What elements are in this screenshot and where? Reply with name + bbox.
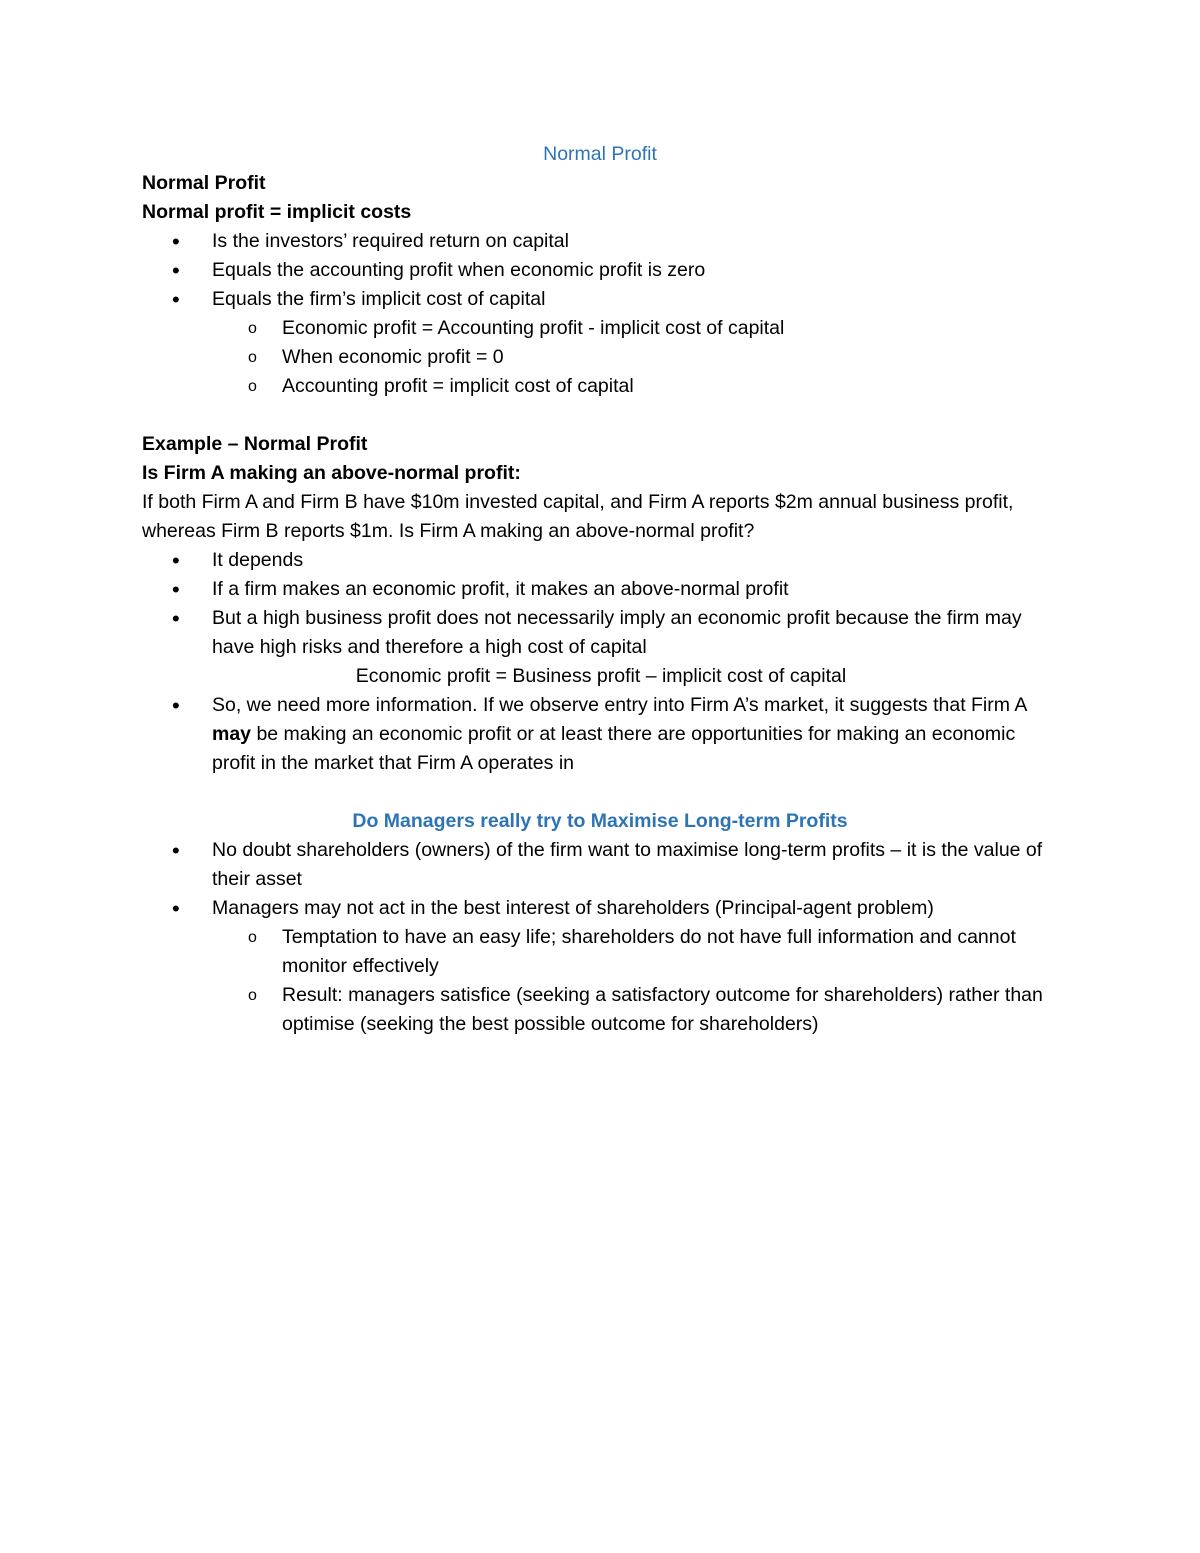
- example-heading: Example – Normal Profit: [142, 433, 368, 455]
- list-item: [142, 604, 1062, 691]
- list-item: • It depends: [142, 546, 1062, 575]
- spacer: [142, 778, 1062, 807]
- example-question: Is Firm A making an above-normal profit:: [142, 462, 521, 484]
- normal-profit-subbullets: [212, 314, 1062, 401]
- normal-profit-bullets: [142, 227, 1062, 401]
- list-item-text: Managers may not act in the best interest of shareholders (Principal-agent problem): [212, 897, 934, 919]
- list-item: [142, 285, 1062, 401]
- emphasis-may: may: [212, 723, 252, 745]
- example-paragraph: If both Firm A and Firm B have $10m invested capital, and Firm A reports $2m annual business profit, whereas Firm B reports $1m. Is Firm A making an above-normal profit?: [142, 491, 1014, 542]
- sub-list-item: o When economic profit = 0: [212, 343, 1062, 372]
- list-item-text-start: So, we need more information. If we observe entry into Firm A’s market, it suggests that Firm A: [212, 694, 1027, 716]
- sub-list-item: o Economic profit = Accounting profit - implicit cost of capital: [212, 314, 1062, 343]
- spacer: [142, 401, 1062, 430]
- list-item-text: Equals the firm’s implicit cost of capital: [212, 288, 546, 310]
- sub-list-item: o Result: managers satisfice (seeking a satisfactory outcome for shareholders) rather than optimise (seeking the best possible outcome for shareholders): [212, 981, 1062, 1039]
- subheading-normal-profit: Normal Profit: [142, 172, 266, 194]
- managers-subbullets: [212, 923, 1062, 1039]
- list-item-text: But a high business profit does not necessarily imply an economic profit because the firm may have high risks and therefore a high cost of capital: [212, 607, 1022, 658]
- section-title-managers: Do Managers really try to Maximise Long-term Profits: [352, 810, 848, 832]
- list-item: • Is the investors’ required return on capital: [142, 227, 1062, 256]
- document-body: [142, 140, 1062, 1039]
- list-item: [142, 691, 1062, 778]
- list-item-text-end: be making an economic profit or at least there are opportunities for making an economic profit in the market that Firm A operates in: [212, 723, 1016, 774]
- list-item: [142, 894, 1062, 1039]
- sub-list-item: o Accounting profit = implicit cost of capital: [212, 372, 1062, 401]
- sub-list-item: o Temptation to have an easy life; shareholders do not have full information and cannot monitor effectively: [212, 923, 1062, 981]
- section-title-normal-profit: Normal Profit: [543, 143, 657, 165]
- definition-line: Normal profit = implicit costs: [142, 201, 412, 223]
- list-item: • If a firm makes an economic profit, it makes an above-normal profit: [142, 575, 1062, 604]
- managers-bullets: [142, 836, 1062, 1039]
- list-item: • Equals the accounting profit when economic profit is zero: [142, 256, 1062, 285]
- formula-line: Economic profit = Business profit – implicit cost of capital: [355, 665, 847, 687]
- list-item: • No doubt shareholders (owners) of the firm want to maximise long-term profits – it is the value of their asset: [142, 836, 1062, 894]
- example-bullets: [142, 546, 1062, 778]
